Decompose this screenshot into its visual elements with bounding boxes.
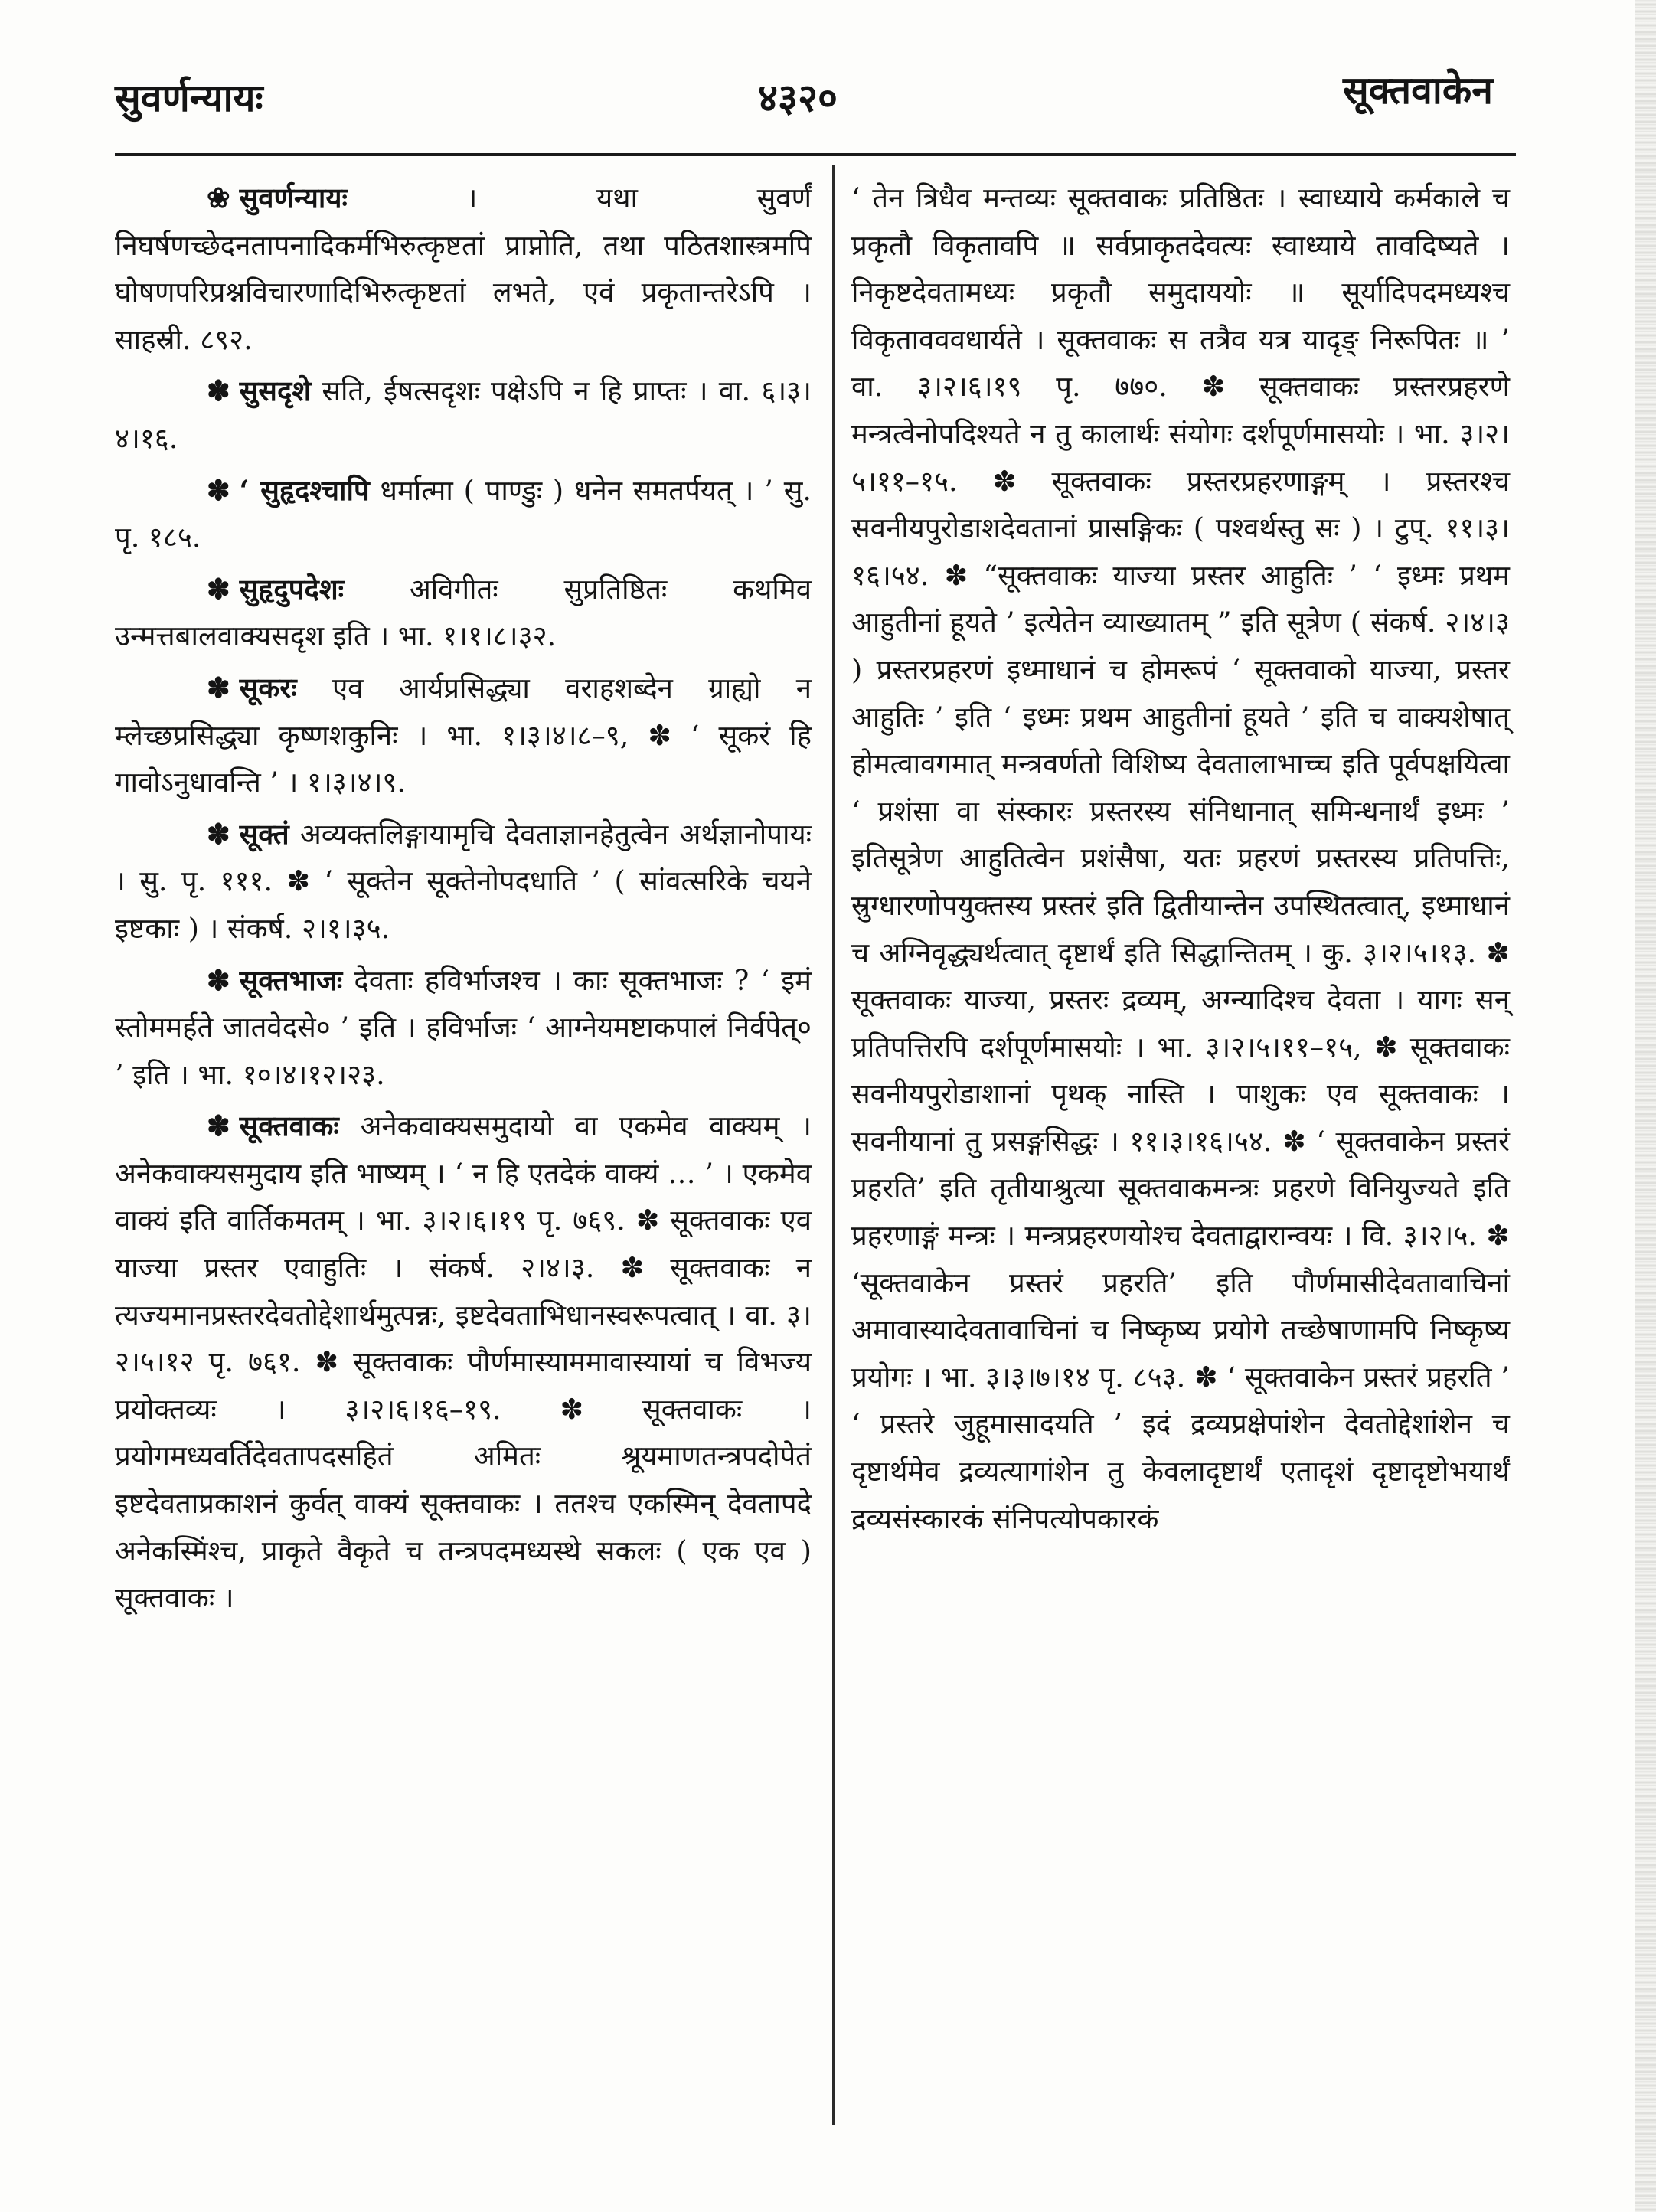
entry	[115, 1103, 812, 1622]
header-right-title: सूक्तवाकेन	[1343, 67, 1493, 113]
entry-text: देवताः हविर्भाजश्च । काः सूक्तभाजः ? ‘ इमं स्तोममर्हते जातवेदसे० ’ इति । हविर्भाजः ‘ आग्नेयमष्टाकपालं निर्वपेत्० ’ इति । भा. १०।४।१२।२३.	[115, 963, 812, 1091]
entry-text: धर्मात्मा ( पाण्डुः ) धनेन समतर्पयत् । ’ सु. पृ. १८५.	[115, 473, 812, 554]
entry-headword: सुवर्णन्यायः	[239, 181, 348, 214]
left-column	[115, 175, 812, 1622]
entry	[115, 665, 812, 806]
entry-text: ‘ तेन त्रिधैव मन्तव्यः सूक्तवाकः प्रतिष्ठितः । स्वाध्याये कर्मकाले च प्रकृतौ विकृतावपि ॥ सर्वप्राकृतदेवत्यः स्वाध्याये तावदिष्यते । निकृष्टदेवतामध्यः प्रकृतौ समुदाययोः ॥ सूर्यादिपदमध्यश्च विकृतावववधार्यते । सूक्तवाकः स तत्रैव यत्र यादृङ् निरूपितः ॥ ’ वा. ३।२।६।१९ पृ. ७७०. ✽ सूक्तवाकः प्रस्तरप्रहरणे मन्त्रत्वेनोपदिश्यते न तु कालार्थः संयोगः दर्शपूर्णमासयोः । भा. ३।२।५।११–१५. ✽ सूक्तवाकः प्रस्तरप्रहरणाङ्गम् । प्रस्तरश्च सवनीयपुरोडाशदेवतानां प्रासङ्गिकः ( पश्वर्थस्तु सः ) । टुप्. ११।३।१६।५४. ✽ “सूक्तवाकः याज्या प्रस्तर आहुतिः ’ ‘ इध्मः प्रथम आहुतीनां हूयते ’ इत्येतेन व्याख्यातम् ” इति सूत्रेण ( संकर्ष. २।४।३ ) प्रस्तरप्रहरणं इध्माधानं च होमरूपं ‘ सूक्तवाको याज्या, प्रस्तर आहुतिः ’ इति ‘ इध्मः प्रथम आहुतीनां हूयते ’ इति च वाक्यशेषात् होमत्वावगमात् मन्त्रवर्णतो विशिष्य देवतालाभाच्च इति पूर्वपक्षयित्वा ‘ प्रशंसा वा संस्कारः प्रस्तरस्य संनिधानात् समिन्धनार्थं इध्मः ’ इतिसूत्रेण आहुतित्वेन प्रशंसैषा, यतः प्रहरणं प्रस्तरस्य प्रतिपत्तिः, स्रुग्धारणोपयुक्तस्य प्रस्तरं इति द्वितीयान्तेन उपस्थितत्वात्, इध्माधानं च अग्निवृद्ध्यर्थत्वात् दृष्टार्थं इति सिद्धान्तितम् । कु. ३।२।५।१३. ✽ सूक्तवाकः याज्या, प्रस्तरः द्रव्यम्, अग्न्यादिश्च देवता । यागः सन् प्रतिपत्तिरपि दर्शपूर्णमासयोः । भा. ३।२।५।११–१५, ✽ सूक्तवाकः सवनीयपुरोडाशानां पृथक् नास्ति । पाशुकः एव सूक्तवाकः । सवनीयानां तु प्रसङ्गसिद्धः । ११।३।१६।५४. ✽ ‘ सूक्तवाकेन प्रस्तरं प्रहरति’ इति तृतीयाश्रुत्या सूक्तवाकमन्त्रः प्रहरणे विनियुज्यते इति प्रहरणाङ्गं मन्त्रः । मन्त्रप्रहरणयोश्च देवताद्वारान्वयः । वि. ३।२।५. ✽ ‘सूक्तवाकेन प्रस्तरं प्रहरति’ इति पौर्णमासीदेवतावाचिनां अमावास्यादेवतावाचिनां च निष्कृष्य प्रयोगे तच्छेषाणामपि निष्कृष्य प्रयोगः । भा. ३।३।७।१४ पृ. ८५३. ✽ ‘ सूक्तवाकेन प्रस्तरं प्रहरति ’ ‘ प्रस्तरे जुहूमासादयति ’ इदं द्रव्यप्रक्षेपांशेन देवतोद्देशांशेन च दृष्टार्थमेव द्रव्यत्यागांशेन तु केवलादृष्टार्थं एतादृशं दृष्टादृष्टोभयार्थं द्रव्यसंस्कारकं संनिपत्योपकारकं	[851, 181, 1510, 1535]
entry	[115, 811, 812, 952]
asterisk-icon: ✽	[207, 671, 230, 704]
entry-text: । यथा सुवर्णं निघर्षणच्छेदनतापनादिकर्मभिरुत्कृष्टतां प्राप्नोति, तथा पठितशास्त्रमपि घोषणपरिप्रश्नविचारणादिभिरुत्कृष्टतां लभते, एवं प्रकृतान्तरेऽपि । साहस्री. ८९२.	[115, 181, 812, 356]
asterisk-icon: ✽	[207, 1109, 230, 1143]
column-divider	[832, 165, 835, 2125]
header-rule	[115, 153, 1516, 156]
page-header	[115, 67, 1493, 139]
entry-headword: सूक्तभाजः	[239, 963, 343, 997]
entry-text: एव आर्यप्रसिद्ध्या वराहशब्देन ग्राह्यो न म्लेच्छप्रसिद्ध्या कृष्णशकुनिः । भा. १।३।४।८–९, ✽ ‘ सूकरं हि गावोऽनुधावन्ति ’ । १।३।४।९.	[115, 671, 812, 799]
right-column	[851, 175, 1510, 1542]
entry	[115, 957, 812, 1099]
entry-headword: सूक्तं	[239, 817, 289, 851]
entry-headword: सूकरः	[239, 671, 297, 704]
flower-icon: ❀	[207, 181, 230, 214]
entry	[115, 368, 812, 462]
asterisk-icon: ✽	[207, 963, 230, 997]
entry-headword: सूक्तवाकः	[239, 1109, 339, 1143]
asterisk-icon: ✽	[207, 817, 230, 851]
header-left-title: सुवर्णन्यायः	[115, 75, 263, 120]
asterisk-icon: ✽	[207, 473, 230, 507]
asterisk-icon: ✽	[207, 572, 230, 606]
entry-text: अविगीतः सुप्रतिष्ठितः कथमिव उन्मत्तबालवाक्यसदृश इति । भा. १।१।८।३२.	[115, 572, 812, 653]
entry-headword: ‘ सुहृदश्चापि	[239, 473, 370, 507]
entry-text: अनेकवाक्यसमुदायो वा एकमेव वाक्यम् । अनेकवाक्यसमुदाय इति भाष्यम् । ‘ न हि एतदेकं वाक्यं … ’ । एकमेव वाक्यं इति वार्तिकमतम् । भा. ३।२।६।१९ पृ. ७६९. ✽ सूक्तवाकः एव याज्या प्रस्तर एवाहुतिः । संकर्ष. २।४।३. ✽ सूक्तवाकः न त्यज्यमानप्रस्तरदेवतोद्देशार्थमुत्पन्नः, इष्टदेवताभिधानस्वरूपत्वात् । वा. ३।२।५।१२ पृ. ७६१. ✽ सूक्तवाकः पौर्णमास्याममावास्यायां च विभज्य प्रयोक्तव्यः । ३।२।६।१६–१९. ✽ सूक्तवाकः । प्रयोगमध्यवर्तिदेवतापदसहितं अमितः श्रूयमाणतन्त्रपदोपेतं इष्टदेवताप्रकाशनं कुर्वत् वाक्यं सूक्तवाकः । ततश्च एकस्मिन् देवतापदे अनेकस्मिंश्च, प्राकृते वैकृते च तन्त्रपदमध्यस्थे सकलः ( एक एव ) सूक्तवाकः ।	[115, 1109, 812, 1615]
asterisk-icon: ✽	[207, 374, 230, 408]
entry-text: अव्यक्तलिङ्गायामृचि देवताज्ञानहेतुत्वेन अर्थज्ञानोपायः । सु. पृ. १११. ✽ ‘ सूक्तेन सूक्तेनोपदधाति ’ ( सांवत्सरिके चयने इष्टकाः ) । संकर्ष. २।१।३५.	[115, 817, 812, 945]
page-edge-scan	[1635, 0, 1656, 2212]
entry-headword: सुसदृशे	[239, 374, 312, 408]
entry-text: सति, ईषत्सदृशः पक्षेऽपि न हि प्राप्तः । वा. ६।३।४।१६.	[115, 374, 812, 455]
entry-headword: सुहृदुपदेशः	[239, 572, 345, 606]
page-number: ४३२०	[758, 75, 838, 120]
entry	[115, 175, 812, 363]
entry	[115, 467, 812, 561]
entry	[115, 566, 812, 660]
entry-continuation	[851, 175, 1510, 1542]
